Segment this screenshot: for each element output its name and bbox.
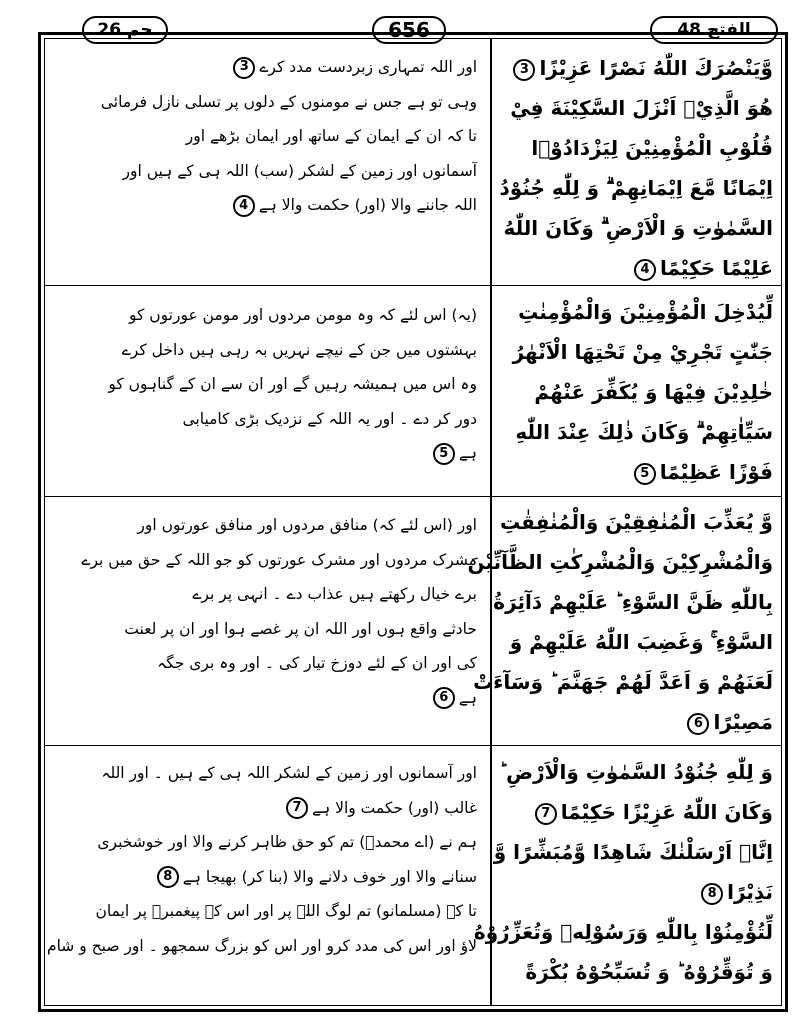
urdu-translation-block	[47, 298, 487, 471]
urdu-line: ہے6	[57, 681, 477, 716]
arabic-line: وَّيَنْصُرَكَ اللّٰهُ نَصْرًا عَزِيْزًا3	[501, 48, 773, 88]
urdu-line: مشرک مردوں اور مشرک عورتوں کو جو اللہ کے حق میں برے	[81, 550, 477, 569]
surah-number: 48	[677, 20, 702, 40]
surah-name: الفتح	[707, 20, 751, 40]
verse-marker: 7	[535, 803, 557, 825]
arabic-line: مَصِيْرًا6	[501, 702, 773, 742]
urdu-line: وہ اس میں ہمیشہ رہیں گے اور ان سے ان کے گناہوں کو	[108, 375, 477, 394]
urdu-translation-block	[47, 50, 487, 223]
arabic-line: السَّمٰوٰتِ وَ الْاَرْضِ ۗ وَكَانَ اللّٰهُ	[503, 216, 773, 240]
arabic-line: نَذِيْرًا8	[501, 872, 773, 912]
arabic-line: وَكَانَ اللّٰهُ عَزِيْزًا حَكِيْمًا7	[501, 792, 773, 832]
arabic-line: قُلُوْبِ الْمُؤْمِنِيْنَ لِيَزْدَادُوْۤا	[531, 136, 773, 160]
verse-marker: 5	[433, 443, 455, 465]
urdu-line: اور (اس لئے کہ) منافق مردوں اور منافق عورتوں اور	[137, 516, 477, 534]
verse-marker: 4	[634, 259, 656, 281]
page-number: 656	[388, 18, 430, 42]
verse-marker: 3	[233, 57, 255, 79]
arabic-line: السَّوْءِ ۚ وَغَضِبَ اللّٰهُ عَلَيْهِمْ وَ	[509, 630, 773, 654]
arabic-line: بِاللّٰهِ ظَنَّ السَّوْءِ ؕ عَلَيْهِمْ دَآئِرَةُ	[493, 590, 773, 614]
arabic-line: عَلِيْمًا حَكِيْمًا4	[501, 248, 773, 288]
urdu-translation-block	[47, 508, 487, 716]
arabic-line: جَنّٰتٍ تَجْرِيْ مِنْ تَحْتِهَا الْاَنْهٰرُ	[512, 340, 773, 364]
section-divider	[44, 496, 782, 497]
arabic-line: لَعَنَهُمْ وَ اَعَدَّ لَهُمْ جَهَنَّمَ ؕ وَسَآءَتْ	[473, 670, 773, 694]
urdu-line: اللہ جاننے والا (اور) حکمت والا ہے4	[57, 188, 477, 223]
arabic-line: وَ تُوَقِّرُوْهُ ؕ وَ تُسَبِّحُوْهُ بُكْرَةً	[525, 960, 773, 984]
arabic-line: اِنَّاۤ اَرْسَلْنٰكَ شَاهِدًا وَّمُبَشِّرًا وَّ	[493, 840, 773, 864]
arabic-text-block	[495, 292, 779, 492]
urdu-line: کی اور ان کے لئے دوزخ تیار کی ۔ اور وہ بری جگہ	[157, 654, 477, 673]
verse-marker: 8	[701, 883, 723, 905]
urdu-line: حادثے واقع ہوں اور اللہ ان پر غصے ہوا اور ان پر لعنت	[124, 619, 477, 638]
arabic-line: خٰلِدِيْنَ فِيْهَا وَ يُكَفِّرَ عَنْهُمْ	[534, 380, 773, 404]
urdu-line: اور اللہ تمہاری زبردست مدد کرے3	[57, 50, 477, 85]
verse-marker: 3	[513, 59, 535, 81]
urdu-line: تا کہ ان کے ایمان کے ساتھ اور ایمان بڑھے اور	[185, 127, 477, 146]
urdu-translation-block	[47, 756, 487, 964]
arabic-text-block	[495, 48, 779, 288]
arabic-line: سَيِّاٰتِهِمْ ۗ وَكَانَ ذٰلِكَ عِنْدَ اللّٰهِ	[515, 420, 773, 444]
urdu-line: لاؤ اور اس کی مدد کرو اور اس کو بزرگ سمجھو ۔ اور صبح و شام	[46, 936, 477, 955]
verse-marker: 6	[433, 687, 455, 709]
urdu-line: دور کر دے ۔ اور یہ اللہ کے نزدیک بڑی کامیابی	[182, 409, 477, 428]
urdu-line: اور آسمانوں اور زمین کے لشکر اللہ ہی کے ہیں ۔ اور اللہ	[101, 764, 477, 782]
urdu-line: برے خیال رکھتے ہیں عذاب دے ۔ انہی پر برے	[192, 585, 477, 604]
arabic-line: فَوْزًا عَظِيْمًا5	[501, 452, 773, 492]
juz-number: 26	[97, 20, 122, 40]
arabic-text-block	[467, 502, 779, 742]
arabic-line: وَّ يُعَذِّبَ الْمُنٰفِقِيْنَ وَالْمُنٰفِقٰتِ	[500, 510, 773, 534]
urdu-line: ہم نے (اے محمدؐ) تم کو حق ظاہر کرنے والا اور خوشخبری	[97, 833, 477, 852]
urdu-line: سنانے والا اور خوف دلانے والا (بنا کر) بھیجا ہے8	[57, 860, 477, 895]
arabic-text-block	[473, 752, 779, 992]
verse-marker: 8	[157, 866, 179, 888]
arabic-line: هُوَ الَّذِيْۤ اَنْزَلَ السَّكِيْنَةَ فِيْ	[510, 96, 773, 120]
section-divider	[44, 745, 782, 746]
verse-marker: 5	[634, 463, 656, 485]
urdu-line: بہشتوں میں جن کے نیچے نہریں بہ رہی ہیں داخل کرے	[121, 340, 477, 359]
urdu-line: غالب (اور) حکمت والا ہے7	[57, 791, 477, 826]
urdu-line: ہے5	[57, 436, 477, 471]
urdu-line: آسمانوں اور زمین کے لشکر (سب) اللہ ہی کے ہیں اور	[122, 161, 477, 180]
column-divider	[490, 38, 492, 1006]
arabic-line: اِيْمَانًا مَّعَ اِيْمَانِهِمْ ۗ وَ لِلّٰهِ جُنُوْدُ	[499, 176, 773, 200]
arabic-line: وَ لِلّٰهِ جُنُوْدُ السَّمٰوٰتِ وَالْاَرْضِ ؕ	[499, 760, 773, 784]
urdu-line: وہی تو ہے جس نے مومنوں کے دلوں پر تسلی نازل فرمائی	[100, 92, 477, 111]
arabic-line: وَالْمُشْرِكِيْنَ وَالْمُشْرِكٰتِ الظَّآنِّيْنَ	[467, 550, 773, 574]
arabic-line: لِّيُدْخِلَ الْمُؤْمِنِيْنَ وَالْمُؤْمِنٰتِ	[518, 300, 773, 324]
verse-marker: 6	[687, 713, 709, 735]
juz-name: حم	[127, 20, 153, 40]
arabic-line: لِّتُؤْمِنُوْا بِاللّٰهِ وَرَسُوْلِهٖ وَتُعَزِّرُوْهُ	[473, 920, 773, 944]
verse-marker: 7	[286, 797, 308, 819]
verse-marker: 4	[233, 195, 255, 217]
urdu-line: تا کہ (مسلمانو) تم لوگ اللہ پر اور اس کے پیغمبرؐ پر ایمان	[95, 902, 477, 921]
urdu-line: (یہ) اس لئے کہ وہ مومن مردوں اور مومن عورتوں کو	[128, 306, 477, 324]
